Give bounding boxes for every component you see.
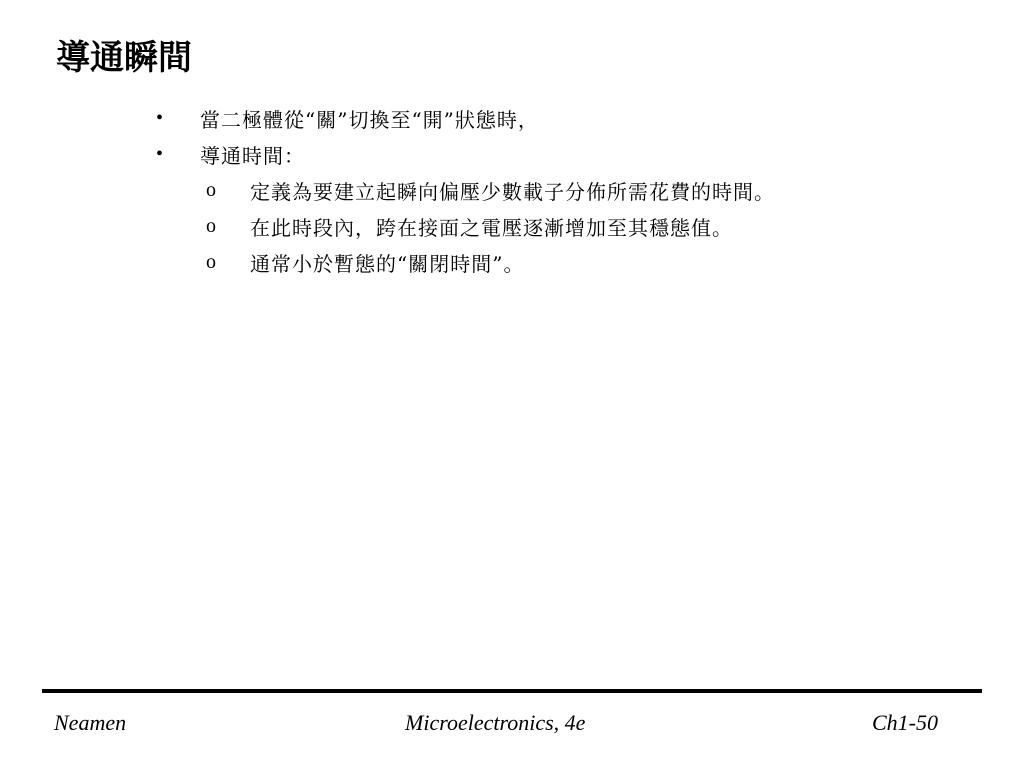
list-item xyxy=(150,100,970,136)
sub-bullet-text: 定義為要建立起瞬向偏壓少數載子分佈所需花費的時間。 xyxy=(250,179,775,204)
sub-bullet-marker: o xyxy=(206,214,216,237)
list-item xyxy=(150,208,970,244)
sub-bullet-marker: o xyxy=(206,178,216,201)
slide-title: 導通瞬間 xyxy=(56,38,192,78)
bullet-marker: • xyxy=(156,142,164,165)
list-item xyxy=(150,136,970,172)
footer-author: Neamen xyxy=(54,710,127,735)
footer-page-number: Ch1-50 xyxy=(872,710,938,735)
list-item xyxy=(150,244,970,280)
bullet-list xyxy=(150,100,970,280)
sub-bullet-text: 通常小於暫態的“關閉時間”。 xyxy=(250,251,525,276)
footer-divider xyxy=(42,689,982,693)
bullet-text: 當二極體從“關”切換至“開”狀態時， xyxy=(200,107,539,132)
sub-bullet-text: 在此時段內，跨在接面之電壓逐漸增加至其穩態值。 xyxy=(250,215,733,240)
bullet-text: 導通時間： xyxy=(200,143,305,168)
footer-book-title: Microelectronics, 4e xyxy=(405,710,586,735)
list-item xyxy=(150,172,970,208)
bullet-marker: • xyxy=(156,106,164,129)
sub-bullet-marker: o xyxy=(206,250,216,273)
